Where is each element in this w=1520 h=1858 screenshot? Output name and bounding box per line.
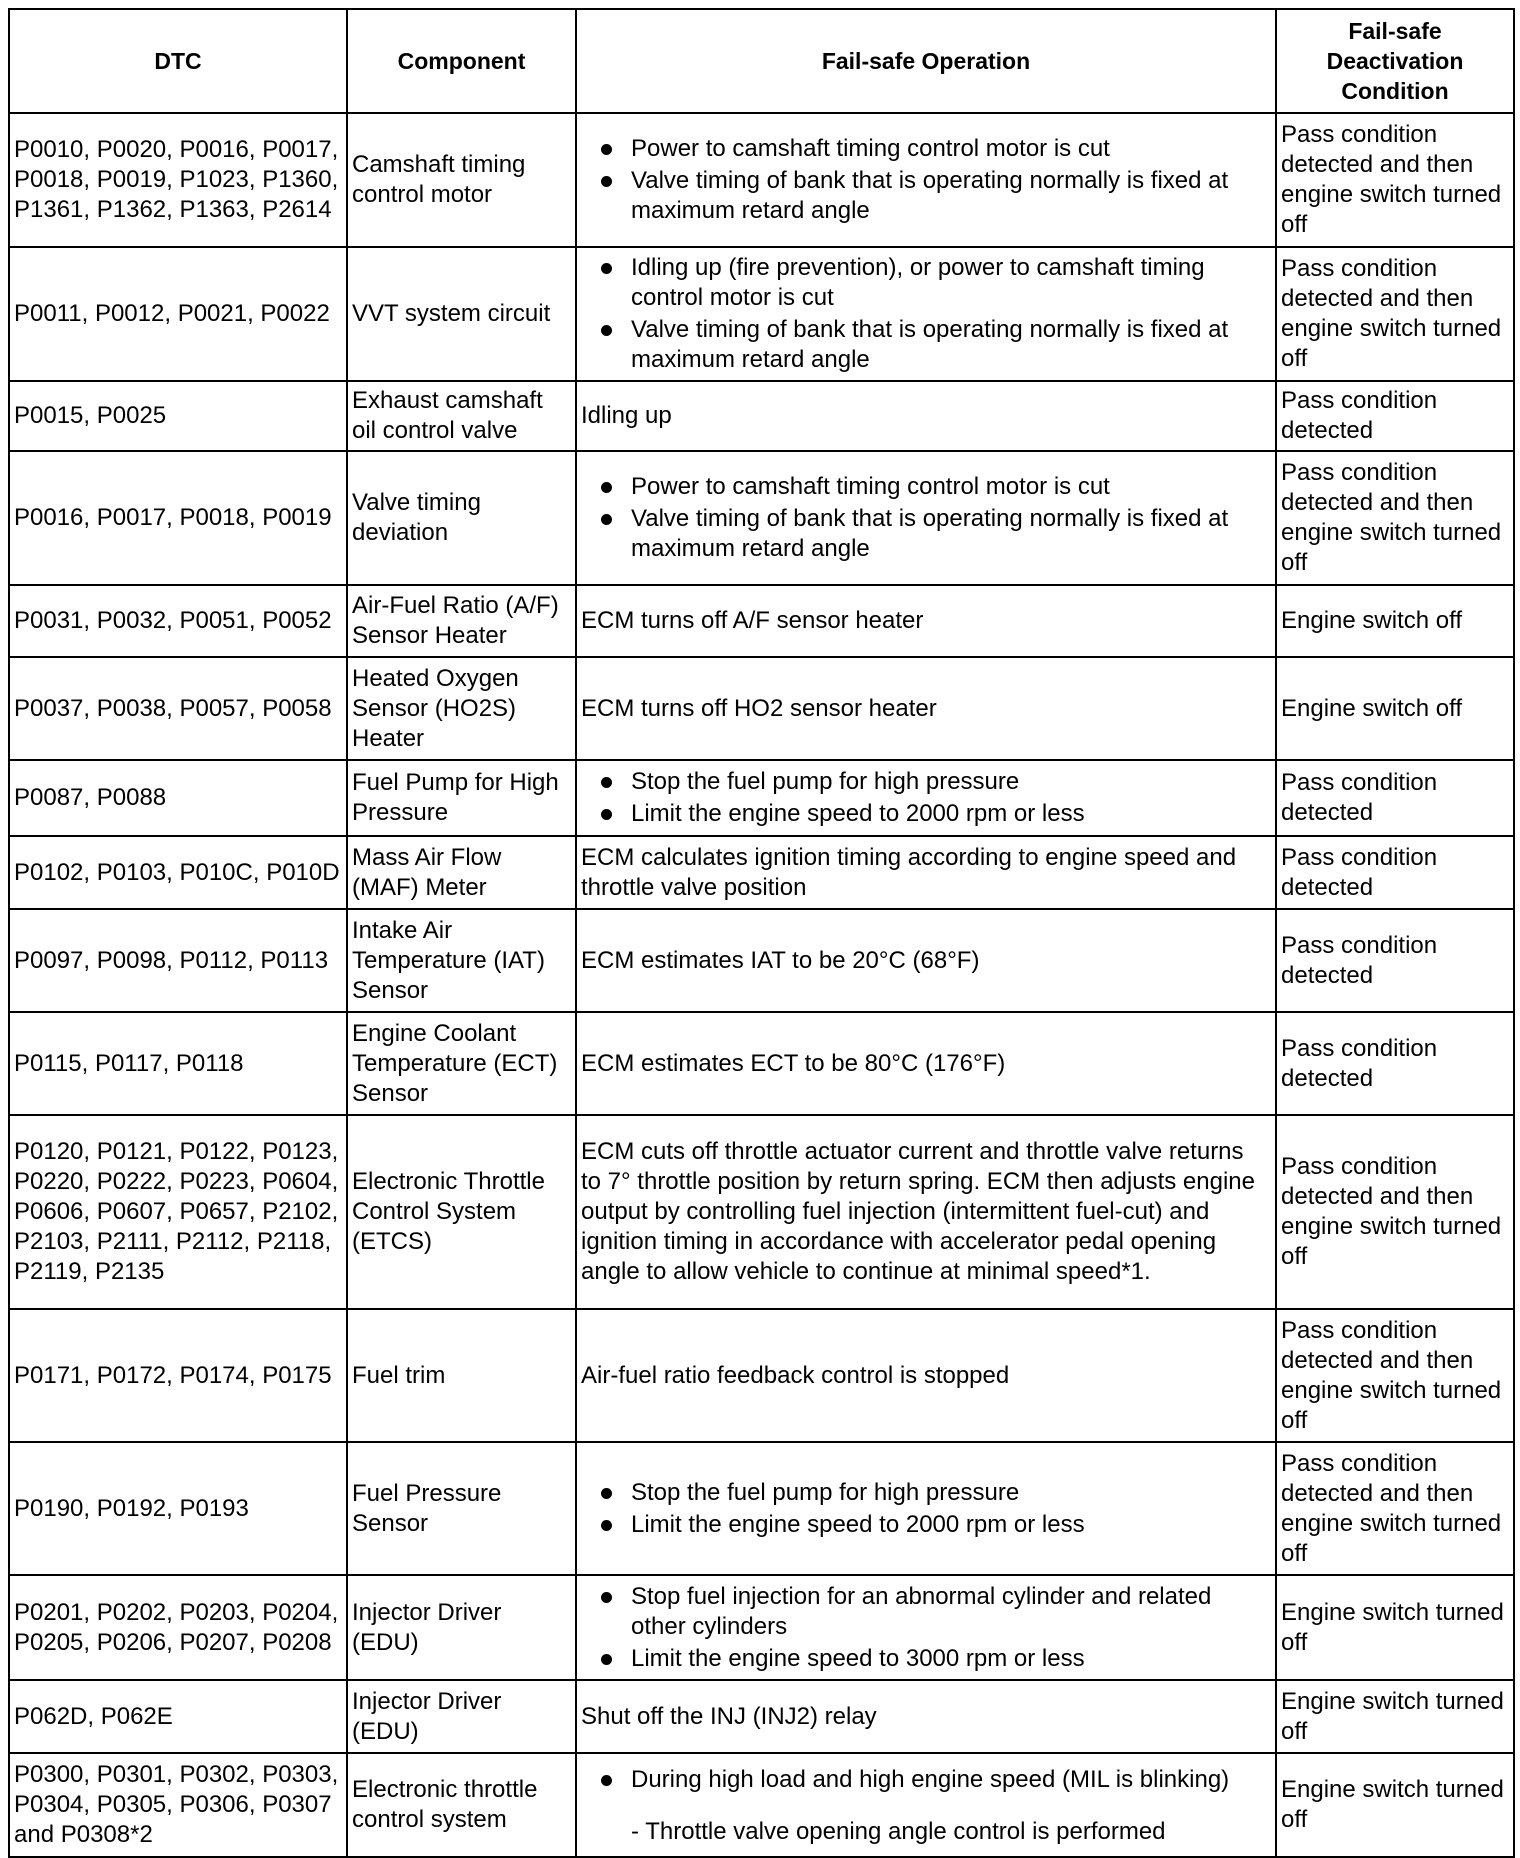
header-dtc: DTC (9, 9, 347, 113)
component-cell: Valve timing deviation (347, 451, 576, 585)
operation-cell: ECM turns off A/F sensor heater (576, 585, 1276, 657)
dtc-cell: P0087, P0088 (9, 760, 347, 836)
component-cell: Fuel Pressure Sensor (347, 1442, 576, 1575)
operation-bullet: Valve timing of bank that is operating normally is fixed at maximum retard angle (581, 315, 1267, 375)
component-cell: Engine Coolant Temperature (ECT) Sensor (347, 1012, 576, 1115)
component-cell: Mass Air Flow (MAF) Meter (347, 836, 576, 909)
operation-cell (576, 113, 1276, 247)
component-cell: Injector Driver (EDU) (347, 1575, 576, 1680)
table-row (9, 1575, 1514, 1680)
dtc-cell: P0102, P0103, P010C, P010D (9, 836, 347, 909)
operation-bullet: Power to camshaft timing control motor is cut (581, 472, 1267, 502)
operation-bullet: During high load and high engine speed (MIL is blinking) (581, 1765, 1267, 1795)
header-component: Component (347, 9, 576, 113)
condition-cell: Pass condition detected (1276, 836, 1514, 909)
table-row (9, 1680, 1514, 1753)
operation-cell: Air-fuel ratio feedback control is stopped (576, 1309, 1276, 1442)
dtc-cell: P0300, P0301, P0302, P0303, P0304, P0305, P0306, P0307 and P0308*2 (9, 1753, 347, 1857)
table-row (9, 657, 1514, 760)
component-cell: Electronic Throttle Control System (ETCS) (347, 1115, 576, 1309)
condition-cell: Pass condition detected and then engine switch turned off (1276, 451, 1514, 585)
table-row (9, 585, 1514, 657)
condition-cell: Pass condition detected and then engine switch turned off (1276, 247, 1514, 381)
operation-cell (576, 1442, 1276, 1575)
condition-cell: Pass condition detected (1276, 1012, 1514, 1115)
operation-bullet: Limit the engine speed to 2000 rpm or less (581, 799, 1267, 829)
dtc-cell: P0011, P0012, P0021, P0022 (9, 247, 347, 381)
dtc-cell: P0201, P0202, P0203, P0204, P0205, P0206, P0207, P0208 (9, 1575, 347, 1680)
table-header-row (9, 9, 1514, 113)
operation-bullet: Power to camshaft timing control motor is cut (581, 134, 1267, 164)
operation-cell: Shut off the INJ (INJ2) relay (576, 1680, 1276, 1753)
dtc-cell: P0031, P0032, P0051, P0052 (9, 585, 347, 657)
table-row (9, 1115, 1514, 1309)
table-row (9, 451, 1514, 585)
table-row (9, 836, 1514, 909)
operation-bullet: Valve timing of bank that is operating normally is fixed at maximum retard angle (581, 504, 1267, 564)
dtc-cell: P0037, P0038, P0057, P0058 (9, 657, 347, 760)
table-row (9, 1753, 1514, 1857)
condition-cell: Engine switch off (1276, 585, 1514, 657)
header-deactivation-condition: Fail-safe Deactivation Condition (1276, 9, 1514, 113)
operation-cell (576, 451, 1276, 585)
condition-cell: Engine switch turned off (1276, 1753, 1514, 1857)
table-row (9, 247, 1514, 381)
condition-cell: Pass condition detected and then engine switch turned off (1276, 113, 1514, 247)
table-row (9, 381, 1514, 451)
component-cell: Fuel trim (347, 1309, 576, 1442)
dtc-cell: P0115, P0117, P0118 (9, 1012, 347, 1115)
table-row (9, 1012, 1514, 1115)
operation-cell: ECM turns off HO2 sensor heater (576, 657, 1276, 760)
operation-bullet: Stop the fuel pump for high pressure (581, 767, 1267, 797)
component-cell: Camshaft timing control motor (347, 113, 576, 247)
operation-cell: ECM estimates ECT to be 80°C (176°F) (576, 1012, 1276, 1115)
operation-cell (576, 1753, 1276, 1857)
component-cell: Fuel Pump for High Pressure (347, 760, 576, 836)
table-row (9, 113, 1514, 247)
dtc-cell: P0120, P0121, P0122, P0123, P0220, P0222, P0223, P0604, P0606, P0607, P0657, P2102, P2103, P2111, P2112, P2118, P2119, P2135 (9, 1115, 347, 1309)
operation-bullet: Limit the engine speed to 3000 rpm or less (581, 1644, 1267, 1674)
operation-bullet: Stop the fuel pump for high pressure (581, 1478, 1267, 1508)
condition-cell: Engine switch turned off (1276, 1680, 1514, 1753)
operation-cell: ECM cuts off throttle actuator current and throttle valve returns to 7° throttle position by return spring. ECM then adjusts engine output by controlling fuel injection (intermittent fuel-cut) and ignition timing in accordance with accelerator pedal opening angle to allow vehicle to continue at minimal speed*1. (576, 1115, 1276, 1309)
operation-cell (576, 247, 1276, 381)
dtc-cell: P062D, P062E (9, 1680, 347, 1753)
operation-bullet: Idling up (fire prevention), or power to camshaft timing control motor is cut (581, 253, 1267, 313)
operation-cell: ECM estimates IAT to be 20°C (68°F) (576, 909, 1276, 1012)
dtc-cell: P0015, P0025 (9, 381, 347, 451)
component-cell: Electronic throttle control system (347, 1753, 576, 1857)
dtc-cell: P0016, P0017, P0018, P0019 (9, 451, 347, 585)
condition-cell: Pass condition detected and then engine switch turned off (1276, 1309, 1514, 1442)
operation-cell: ECM calculates ignition timing according to engine speed and throttle valve position (576, 836, 1276, 909)
condition-cell: Pass condition detected (1276, 760, 1514, 836)
condition-cell: Pass condition detected (1276, 381, 1514, 451)
operation-cell (576, 760, 1276, 836)
operation-cell: Idling up (576, 381, 1276, 451)
condition-cell: Pass condition detected (1276, 909, 1514, 1012)
operation-bullet: Stop fuel injection for an abnormal cylinder and related other cylinders (581, 1582, 1267, 1642)
dtc-cell: P0097, P0098, P0112, P0113 (9, 909, 347, 1012)
dtc-cell: P0190, P0192, P0193 (9, 1442, 347, 1575)
condition-cell: Pass condition detected and then engine switch turned off (1276, 1442, 1514, 1575)
condition-cell: Pass condition detected and then engine switch turned off (1276, 1115, 1514, 1309)
table-row (9, 760, 1514, 836)
operation-bullet: Limit the engine speed to 2000 rpm or less (581, 1510, 1267, 1540)
operation-sub-item: - Throttle valve opening angle control is performed (631, 1818, 1166, 1845)
component-cell: Exhaust camshaft oil control valve (347, 381, 576, 451)
table-row (9, 909, 1514, 1012)
operation-bullet: Valve timing of bank that is operating normally is fixed at maximum retard angle (581, 166, 1267, 226)
operation-cell (576, 1575, 1276, 1680)
header-failsafe-operation: Fail-safe Operation (576, 9, 1276, 113)
table-row (9, 1442, 1514, 1575)
table-row (9, 1309, 1514, 1442)
component-cell: VVT system circuit (347, 247, 576, 381)
condition-cell: Engine switch off (1276, 657, 1514, 760)
component-cell: Intake Air Temperature (IAT) Sensor (347, 909, 576, 1012)
condition-cell: Engine switch turned off (1276, 1575, 1514, 1680)
dtc-cell: P0010, P0020, P0016, P0017, P0018, P0019, P1023, P1360, P1361, P1362, P1363, P2614 (9, 113, 347, 247)
dtc-cell: P0171, P0172, P0174, P0175 (9, 1309, 347, 1442)
failsafe-table (8, 8, 1515, 1858)
component-cell: Air-Fuel Ratio (A/F) Sensor Heater (347, 585, 576, 657)
component-cell: Heated Oxygen Sensor (HO2S) Heater (347, 657, 576, 760)
component-cell: Injector Driver (EDU) (347, 1680, 576, 1753)
